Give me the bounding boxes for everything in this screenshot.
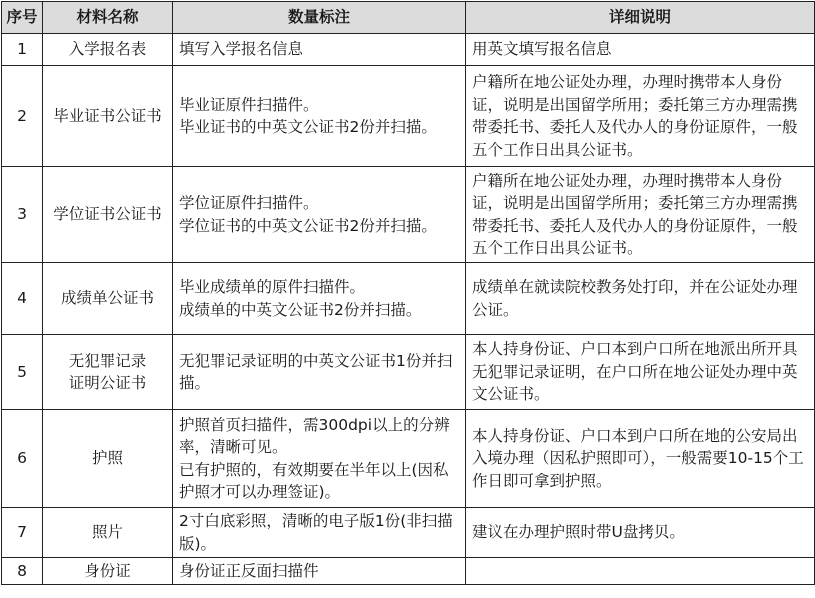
table-row — [2, 167, 815, 263]
quantity-note: 毕业证原件扫描件。 毕业证书的中英文公证书2份并扫描。 — [173, 66, 466, 167]
detail-note: 户籍所在地公证处办理，办理时携带本人身份证，说明是出国留学所用；委托第三方办理需携带委托书、委托人及代办人的身份证原件，一般五个工作日出具公证书。 — [466, 167, 815, 263]
detail-note: 本人持身份证、户口本到户口所在地派出所开具无犯罪记录证明，在户口所在地公证处办理中英文公证书。 — [466, 335, 815, 410]
quantity-note: 学位证原件扫描件。 学位证书的中英文公证书2份并扫描。 — [173, 167, 466, 263]
table-row — [2, 335, 815, 410]
row-index: 6 — [2, 410, 43, 508]
table-row — [2, 508, 815, 558]
table-row — [2, 263, 815, 335]
material-name: 照片 — [43, 508, 173, 558]
row-index: 4 — [2, 263, 43, 335]
header-index: 序号 — [2, 2, 43, 34]
table-row — [2, 66, 815, 167]
material-name: 入学报名表 — [43, 34, 173, 66]
material-name: 身份证 — [43, 558, 173, 585]
row-index: 8 — [2, 558, 43, 585]
material-name: 无犯罪记录 证明公证书 — [43, 335, 173, 410]
detail-note: 建议在办理护照时带U盘拷贝。 — [466, 508, 815, 558]
table-row — [2, 34, 815, 66]
quantity-note: 身份证正反面扫描件 — [173, 558, 466, 585]
header-details: 详细说明 — [466, 2, 815, 34]
materials-table — [1, 1, 815, 585]
material-name: 护照 — [43, 410, 173, 508]
detail-note: 成绩单在就读院校教务处打印，并在公证处办理公证。 — [466, 263, 815, 335]
row-index: 2 — [2, 66, 43, 167]
row-index: 3 — [2, 167, 43, 263]
quantity-note: 毕业成绩单的原件扫描件。 成绩单的中英文公证书2份并扫描。 — [173, 263, 466, 335]
detail-note: 户籍所在地公证处办理，办理时携带本人身份证，说明是出国留学所用；委托第三方办理需携带委托书、委托人及代办人的身份证原件，一般五个工作日出具公证书。 — [466, 66, 815, 167]
quantity-note: 护照首页扫描件，需300dpi以上的分辨率，清晰可见。 已有护照的，有效期要在半年以上(因私护照才可以办理签证)。 — [173, 410, 466, 508]
table-header-row — [2, 2, 815, 34]
quantity-note: 填写入学报名信息 — [173, 34, 466, 66]
detail-note: 本人持身份证、户口本到户口所在地的公安局出入境办理（因私护照即可），一般需要10-15个工作日即可拿到护照。 — [466, 410, 815, 508]
table-row — [2, 410, 815, 508]
table-row — [2, 558, 815, 585]
material-name: 毕业证书公证书 — [43, 66, 173, 167]
row-index: 5 — [2, 335, 43, 410]
material-name: 学位证书公证书 — [43, 167, 173, 263]
quantity-note: 无犯罪记录证明的中英文公证书1份并扫描。 — [173, 335, 466, 410]
detail-note — [466, 558, 815, 585]
header-quantity: 数量标注 — [173, 2, 466, 34]
material-name: 成绩单公证书 — [43, 263, 173, 335]
row-index: 1 — [2, 34, 43, 66]
detail-note: 用英文填写报名信息 — [466, 34, 815, 66]
row-index: 7 — [2, 508, 43, 558]
header-material-name: 材料名称 — [43, 2, 173, 34]
quantity-note: 2寸白底彩照，清晰的电子版1份(非扫描版)。 — [173, 508, 466, 558]
